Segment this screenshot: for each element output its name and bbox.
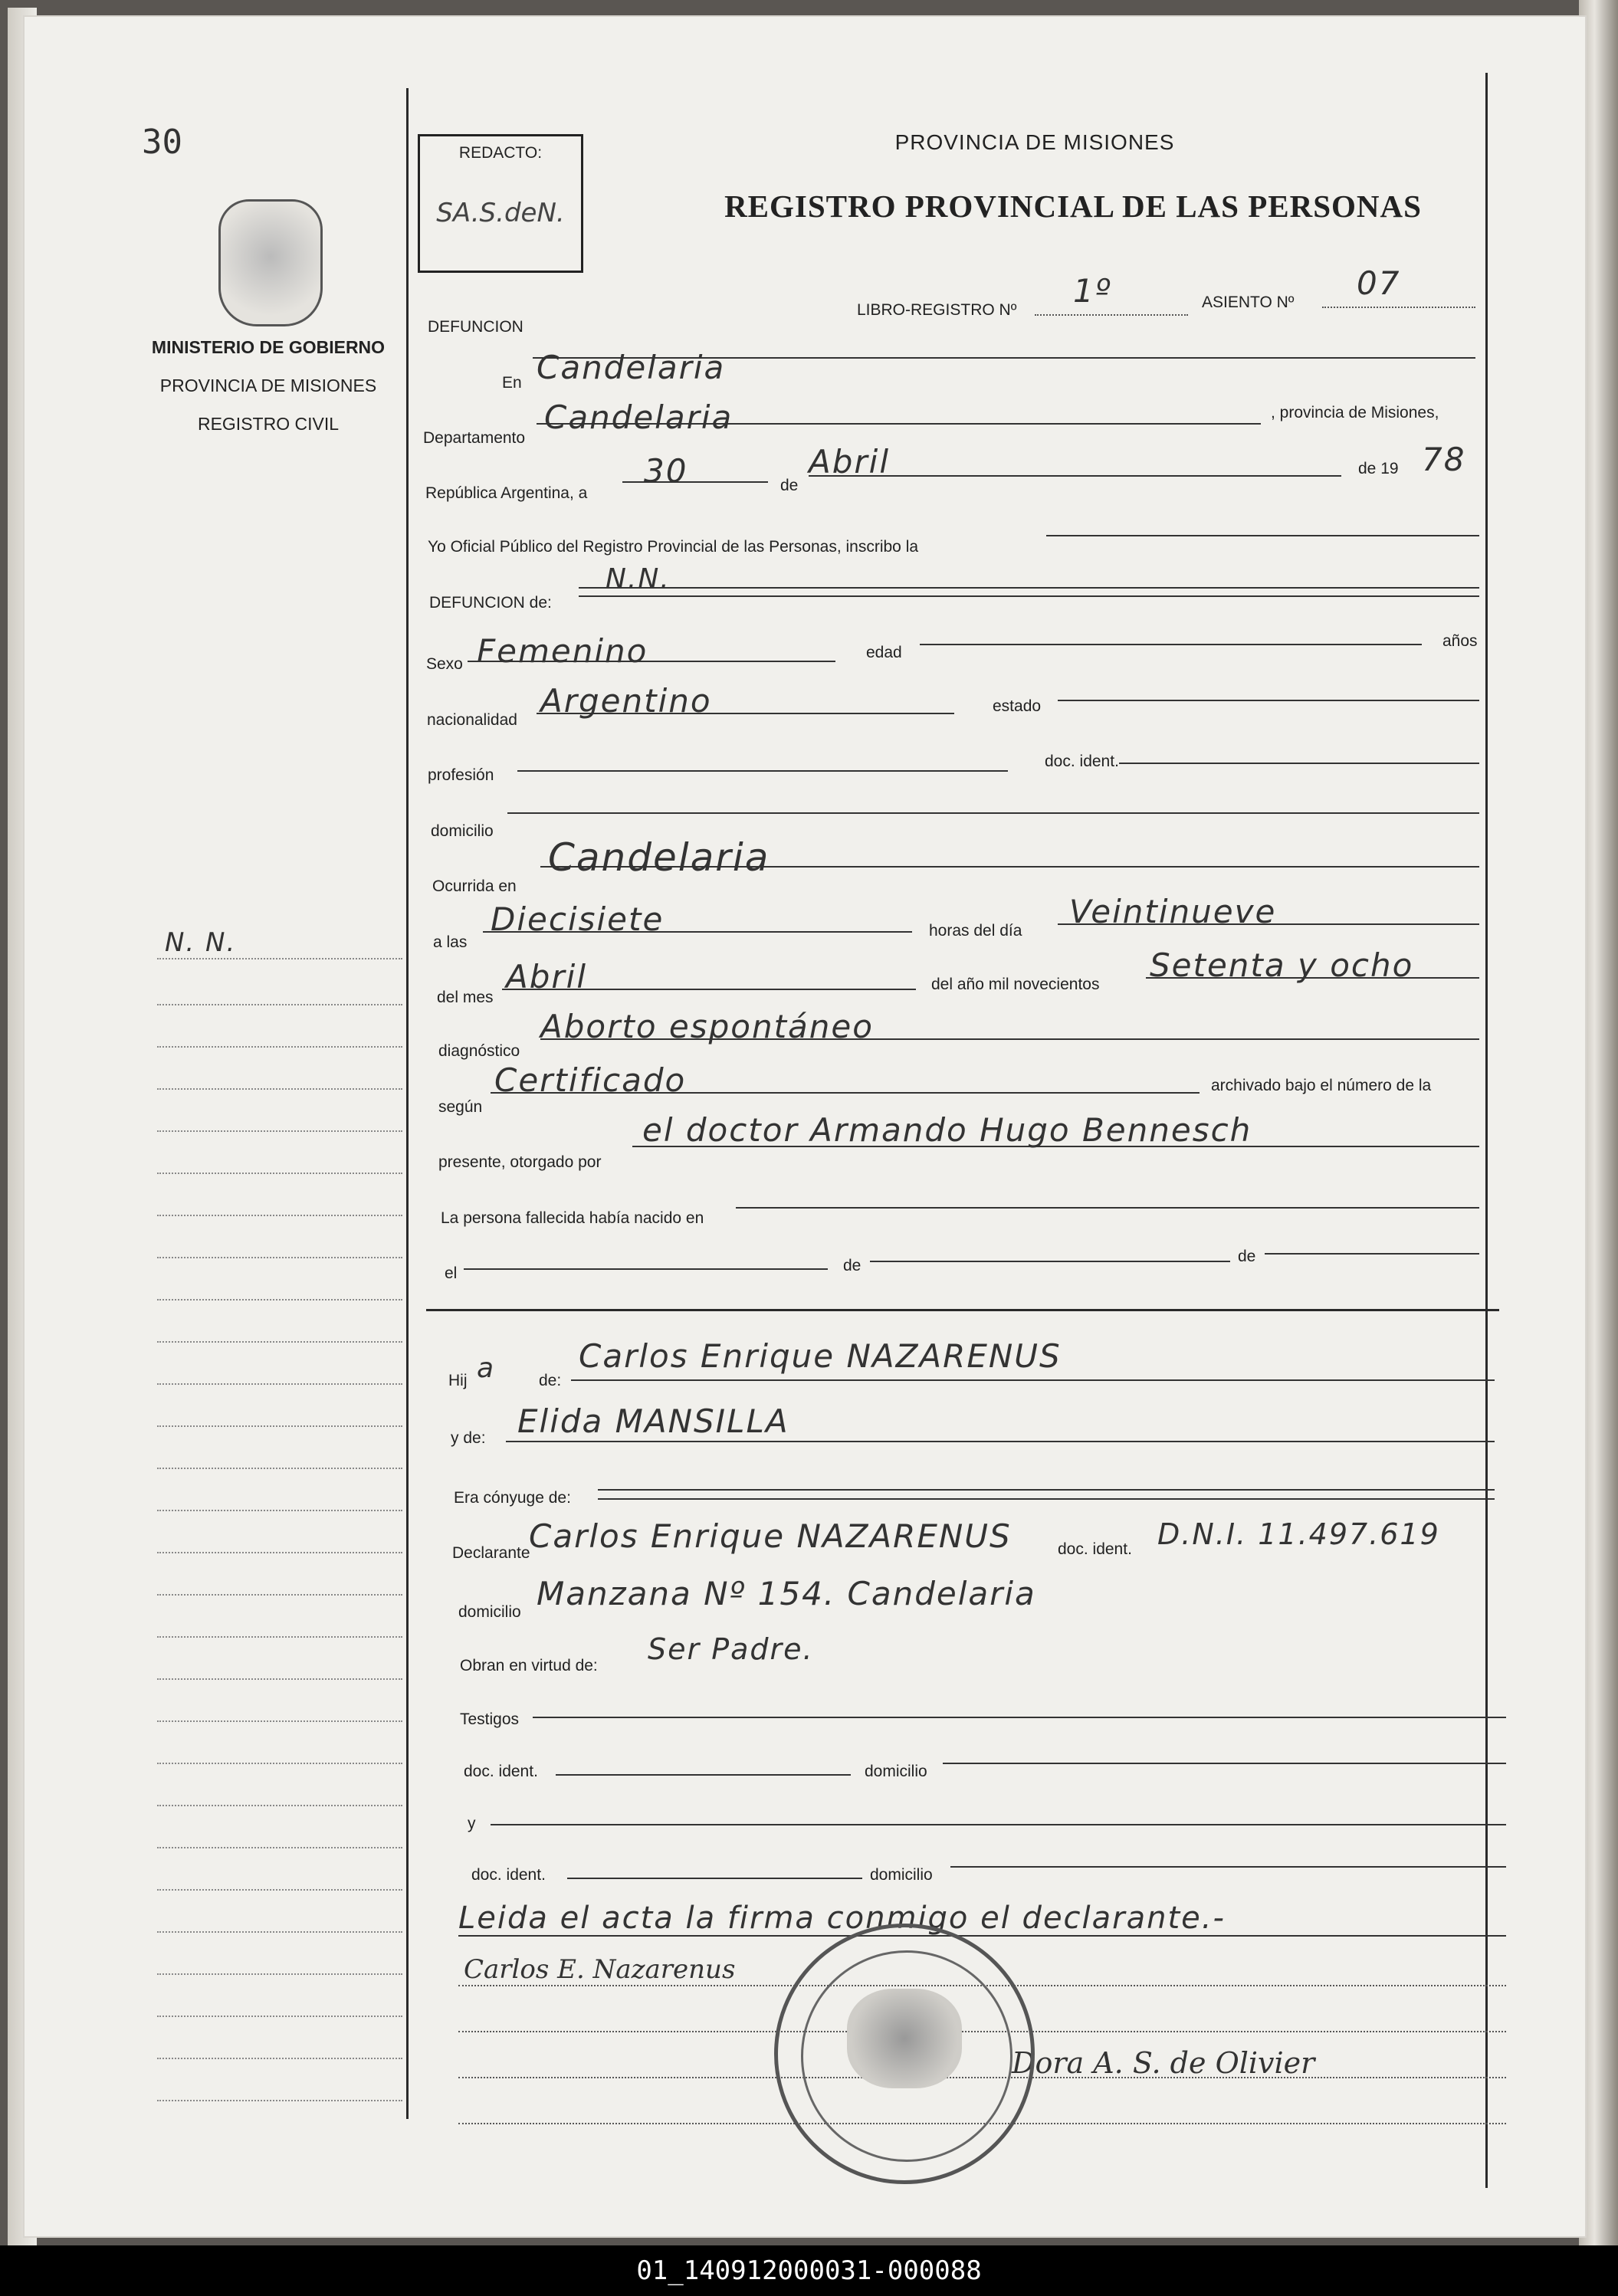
estado-line [1058,700,1479,701]
stamp-emblem-icon [847,1989,962,2088]
book-value: 1º [1073,272,1112,310]
registry-label: REGISTRO CIVIL [197,414,340,434]
testigos-label: Testigos [460,1711,520,1728]
ocurrida-value: Candelaria [548,835,770,880]
defuncion-de-line [579,595,1479,597]
anos-label: años [1442,632,1478,650]
margin-line [157,1889,402,1891]
margin-line [157,1973,402,1975]
margin-line [157,1341,402,1343]
page-number: 30 [142,123,182,162]
hijo-de-line [571,1379,1495,1381]
leida-line [458,1935,1506,1937]
province-label: PROVINCIA DE MISIONES [159,376,377,395]
declarante-domicilio-value: Manzana Nº 154. Candelaria [537,1575,1036,1612]
a-las-value: Diecisiete [491,900,665,938]
margin-line [157,1173,402,1174]
day-value: 30 [644,452,688,490]
hijo-de-value: Carlos Enrique NAZARENUS [579,1337,1062,1375]
segun-label: según [438,1098,483,1116]
declarante-domicilio-label: domicilio [458,1603,521,1621]
declarante-label: Declarante [452,1544,530,1562]
margin-line [157,1847,402,1848]
de-label: de [780,477,799,494]
del-mes-value: Abril [506,958,587,995]
margin-line [157,1931,402,1933]
officer-text: Yo Oficial Público del Registro Provincial de las Personas, inscribo la [428,538,919,556]
province-suffix: , provincia de Misiones, [1271,404,1439,421]
margin-line [157,1720,402,1722]
margin-line [157,2100,402,2101]
doc-ident-label: doc. ident. [1045,753,1119,770]
margin-line [157,2058,402,2059]
right-rule [1485,73,1488,2188]
declarante-doc-value: D.N.I. 11.497.619 [1157,1517,1440,1551]
record-type-label: DEFUNCION [428,318,523,336]
testigo2-doc-label: doc. ident. [471,1866,546,1884]
redacto-box [418,134,583,273]
de-label-2: de [843,1257,862,1274]
testigo-domicilio-line [943,1763,1506,1764]
obran-value: Ser Padre. [648,1632,814,1666]
obran-label: Obran en virtud de: [460,1657,598,1674]
presente-value: el doctor Armando Hugo Bennesch [642,1111,1252,1149]
margin-line [157,1383,402,1385]
testigo-doc-line [556,1774,851,1776]
margin-line [157,1046,402,1048]
nacionalidad-value: Argentino [540,682,712,720]
entry-line [1322,307,1475,308]
redacto-value: SA.S.deN. [436,198,565,228]
nacionalidad-label: nacionalidad [427,711,517,729]
testigo2-domicilio-line [950,1866,1506,1868]
section-separator [426,1309,1499,1311]
domicilio-label: domicilio [431,822,494,840]
registry-title: REGISTRO PROVINCIAL DE LAS PERSONAS [724,189,1422,224]
margin-line [157,1299,402,1301]
declarante-value: Carlos Enrique NAZARENUS [529,1517,1012,1555]
margin-line [157,2016,402,2017]
testigo2-doc-line [567,1878,862,1879]
conyuge-line [598,1498,1495,1500]
book-line [1035,314,1188,316]
horas-label: horas del día [929,922,1022,940]
margin-line [157,1594,402,1596]
nacido-line [736,1207,1479,1209]
defuncion-de-line-2 [579,587,1479,589]
diagnostico-value: Aborto espontáneo [540,1008,874,1045]
segun-value: Certificado [494,1061,687,1099]
ministry-label: MINISTERIO DE GOBIERNO [151,337,386,357]
y-de-value: Elida MANSILLA [517,1402,789,1440]
archivado-label: archivado bajo el número de la [1211,1077,1432,1094]
edad-line [920,644,1422,645]
footer-id: 01_140912000031-000088 [0,2245,1618,2296]
margin-line [157,1130,402,1132]
testigo-doc-label: doc. ident. [464,1763,538,1780]
coat-of-arms-emblem-icon [218,199,323,326]
a-las-label: a las [433,933,468,951]
de-label-3: de [1238,1248,1256,1265]
margin-line [157,1763,402,1764]
margin-line [157,1215,402,1216]
year-prefix: de 19 [1358,460,1399,477]
y-label: y [468,1815,476,1832]
defuncion-de-label: DEFUNCION de: [429,594,552,612]
book-label: LIBRO-REGISTRO Nº [857,301,1017,319]
republic-label: República Argentina, a [425,484,588,502]
en-value: Candelaria [537,349,726,386]
domicilio-line [507,812,1479,814]
en-label: En [502,374,522,392]
conyuge-label: Era cónyuge de: [454,1489,571,1507]
margin-line [157,1805,402,1806]
el-line [464,1268,828,1270]
official-stamp [774,1924,1035,2184]
nacido-label: La persona fallecida había nacido en [441,1209,704,1227]
del-ano-value: Setenta y ocho [1150,946,1414,984]
diagnostico-label: diagnóstico [438,1042,520,1060]
profesion-line [517,770,1008,772]
edad-label: edad [866,644,902,661]
department-value: Candelaria [544,399,734,436]
doc-ident-line [1119,763,1479,764]
leida-text: Leida el acta la firma conmigo el declarante.- [458,1901,1226,1936]
hijo-suffix: a [477,1353,496,1384]
de-line-3 [1265,1253,1479,1255]
margin-line [157,1552,402,1553]
testigo-domicilio-label: domicilio [865,1763,927,1780]
margin-line [157,1088,402,1090]
hijo-de-label: de: [539,1372,562,1389]
margin-line [157,1636,402,1638]
presente-label: presente, otorgado por [438,1153,602,1171]
y-de-line [506,1441,1495,1442]
margin-line [157,1468,402,1469]
defuncion-de-value: N.N. [606,563,671,595]
conyuge-line-2 [598,1489,1495,1491]
margin-line [157,958,402,959]
del-ano-label: del año mil novecientos [931,976,1100,993]
el-label: el [445,1264,458,1282]
entry-label: ASIENTO Nº [1202,294,1295,311]
margin-note: N. N. [165,927,237,958]
officer-line [1046,535,1479,536]
declarante-doc-label: doc. ident. [1058,1540,1132,1558]
hijo-label: Hij [448,1372,468,1389]
sexo-label: Sexo [426,655,463,673]
de-line-2 [870,1261,1230,1262]
declarant-signature: Carlos E. Nazarenus [464,1954,736,1985]
sexo-value: Femenino [477,632,648,670]
testigo2-domicilio-label: domicilio [870,1866,933,1884]
month-value: Abril [809,443,890,481]
margin-line [157,1004,402,1005]
estado-label: estado [993,697,1042,715]
del-mes-label: del mes [437,989,494,1006]
year-value: 78 [1422,441,1466,478]
margin-line [157,1510,402,1511]
horas-value: Veintinueve [1069,893,1277,930]
margin-line [157,1425,402,1427]
margin-line [157,1678,402,1680]
ocurrida-label: Ocurrida en [432,877,517,895]
testigos-line [533,1717,1506,1718]
officer-signature: Dora A. S. de Olivier [1012,2046,1315,2080]
province-header: PROVINCIA DE MISIONES [894,130,1175,154]
profesion-label: profesión [428,766,494,784]
margin-line [157,1257,402,1258]
redacto-label: REDACTO: [458,144,543,162]
entry-value: 07 [1357,264,1401,302]
department-label: Departamento [423,429,526,447]
testigo2-line [491,1824,1506,1825]
y-de-label: y de: [451,1429,486,1447]
